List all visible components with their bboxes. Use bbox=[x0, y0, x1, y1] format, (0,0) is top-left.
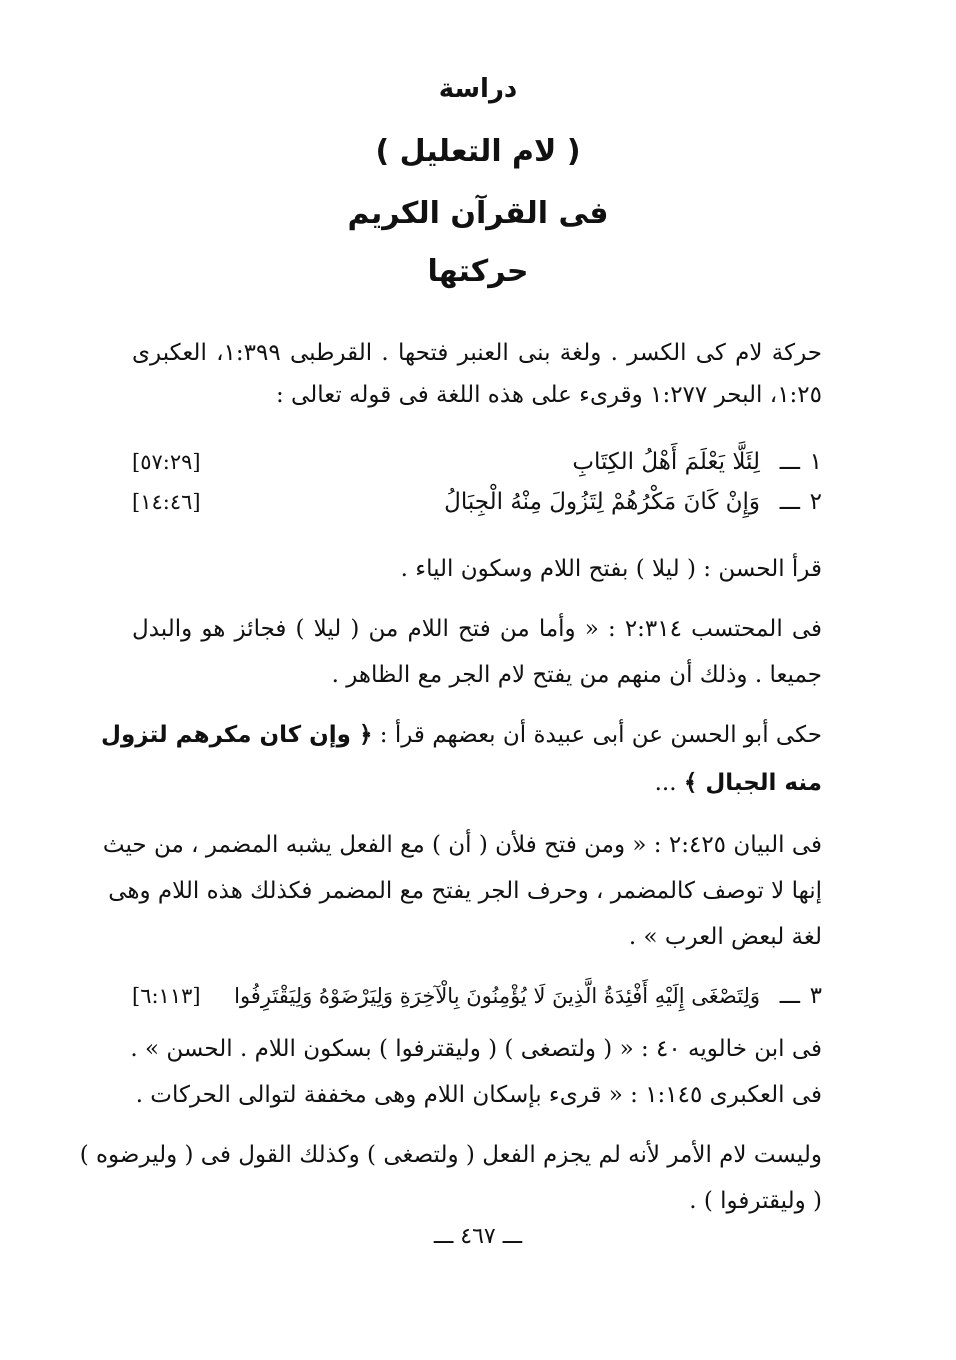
intro-line-2: ١:٢٥، البحر ١:٢٧٧ وقرىء على هذه اللغة فى قوله تعالى : bbox=[275, 382, 822, 408]
abu-hasan-verse-end: منه الجبال ﴾ bbox=[683, 770, 822, 796]
page-number: ـــ ٤٦٧ ـــ bbox=[433, 1224, 523, 1249]
verse-row bbox=[132, 486, 822, 518]
abu-hasan-line-2 bbox=[655, 768, 822, 798]
muhtasab-line-2: جميعا . وذلك أن منهم من يفتح لام الجر مع الظاهر . bbox=[331, 662, 822, 688]
heading-lam-taleel: ( لام التعليل ) bbox=[375, 134, 581, 169]
heading-study: دراسة bbox=[438, 74, 518, 104]
verse-text: لِئَلَّا يَعْلَمَ أَهْلُ الكِتَابِ bbox=[572, 449, 760, 475]
muhtasab-line-1: فى المحتسب ٢:٣١٤ : « وأما من فتح اللام من ( ليلا ) فجائز هو والبدل bbox=[132, 616, 822, 642]
abu-hasan-verse: ﴿ وإن كان مكرهم لتزول bbox=[101, 722, 373, 748]
verse-row bbox=[132, 980, 822, 1012]
bayan-line-3: لغة لبعض العرب » . bbox=[628, 924, 822, 950]
laysat-line-2: ( وليقترفوا ) . bbox=[689, 1188, 822, 1214]
abu-hasan-plain: حكى أبو الحسن عن أبى عبيدة أن بعضهم قرأ : bbox=[372, 722, 822, 748]
ukbari-note: فى العكبرى ١:١٤٥ : « قرىء بإسكان اللام وهى مخففة لتوالى الحركات . bbox=[135, 1082, 822, 1108]
verse-text: وَلِتَصْغَى إِلَيْهِ أَفْئِدَةُ الَّذِينَ لَا يُؤْمِنُونَ بِالْآخِرَةِ وَلِيَرْضَوْهُ وَلِيَقْتَرِفُوا bbox=[234, 984, 760, 1008]
abu-hasan-ellipsis: ... bbox=[654, 770, 684, 796]
heading-haraka: حركتها bbox=[427, 254, 529, 289]
abu-hasan-line-1 bbox=[101, 720, 822, 750]
verse-reference: [١٤:٤٦] bbox=[132, 490, 201, 514]
verse-text: وَإِنْ كَانَ مَكْرُهُمْ لِتَزُولَ مِنْهُ الْجِبَالُ bbox=[444, 489, 760, 515]
hasan-reading: قرأ الحسن : ( ليلا ) بفتح اللام وسكون الياء . bbox=[400, 556, 822, 582]
verse-number: ١ bbox=[809, 449, 822, 475]
laysat-line-1: وليست لام الأمر لأنه لم يجزم الفعل ( ولتصغى ) وكذلك القول فى ( وليرضوه ) bbox=[79, 1142, 822, 1168]
verse-dash: ـــ bbox=[779, 489, 800, 515]
khalawayh-note: فى ابن خالويه ٤٠ : « ( ولتصغى ) ( وليقترفوا ) بسكون اللام . الحسن » . bbox=[130, 1036, 822, 1062]
bayan-line-1: فى البيان ٢:٤٢٥ : « ومن فتح فلأن ( أن ) مع الفعل يشبه المضمر ، من حيث bbox=[102, 832, 822, 858]
verse-number: ٢ bbox=[809, 489, 822, 515]
verse-number: ٣ bbox=[809, 983, 822, 1009]
intro-line-1: حركة لام كى الكسر . ولغة بنى العنبر فتحها . القرطبى ١:٣٩٩، العكبرى bbox=[132, 340, 822, 366]
heading-quran: فى القرآن الكريم bbox=[347, 196, 609, 231]
verse-dash: ـــ bbox=[779, 983, 800, 1009]
verse-reference: [٥٧:٢٩] bbox=[132, 450, 201, 474]
verse-reference: [٦:١١٣] bbox=[132, 984, 201, 1008]
verse-dash: ـــ bbox=[779, 449, 800, 475]
bayan-line-2: إنها لا توصف كالمضمر ، وحرف الجر يفتح مع المضمر فكذلك هذه اللام وهى bbox=[108, 878, 822, 904]
verse-row bbox=[132, 446, 822, 478]
